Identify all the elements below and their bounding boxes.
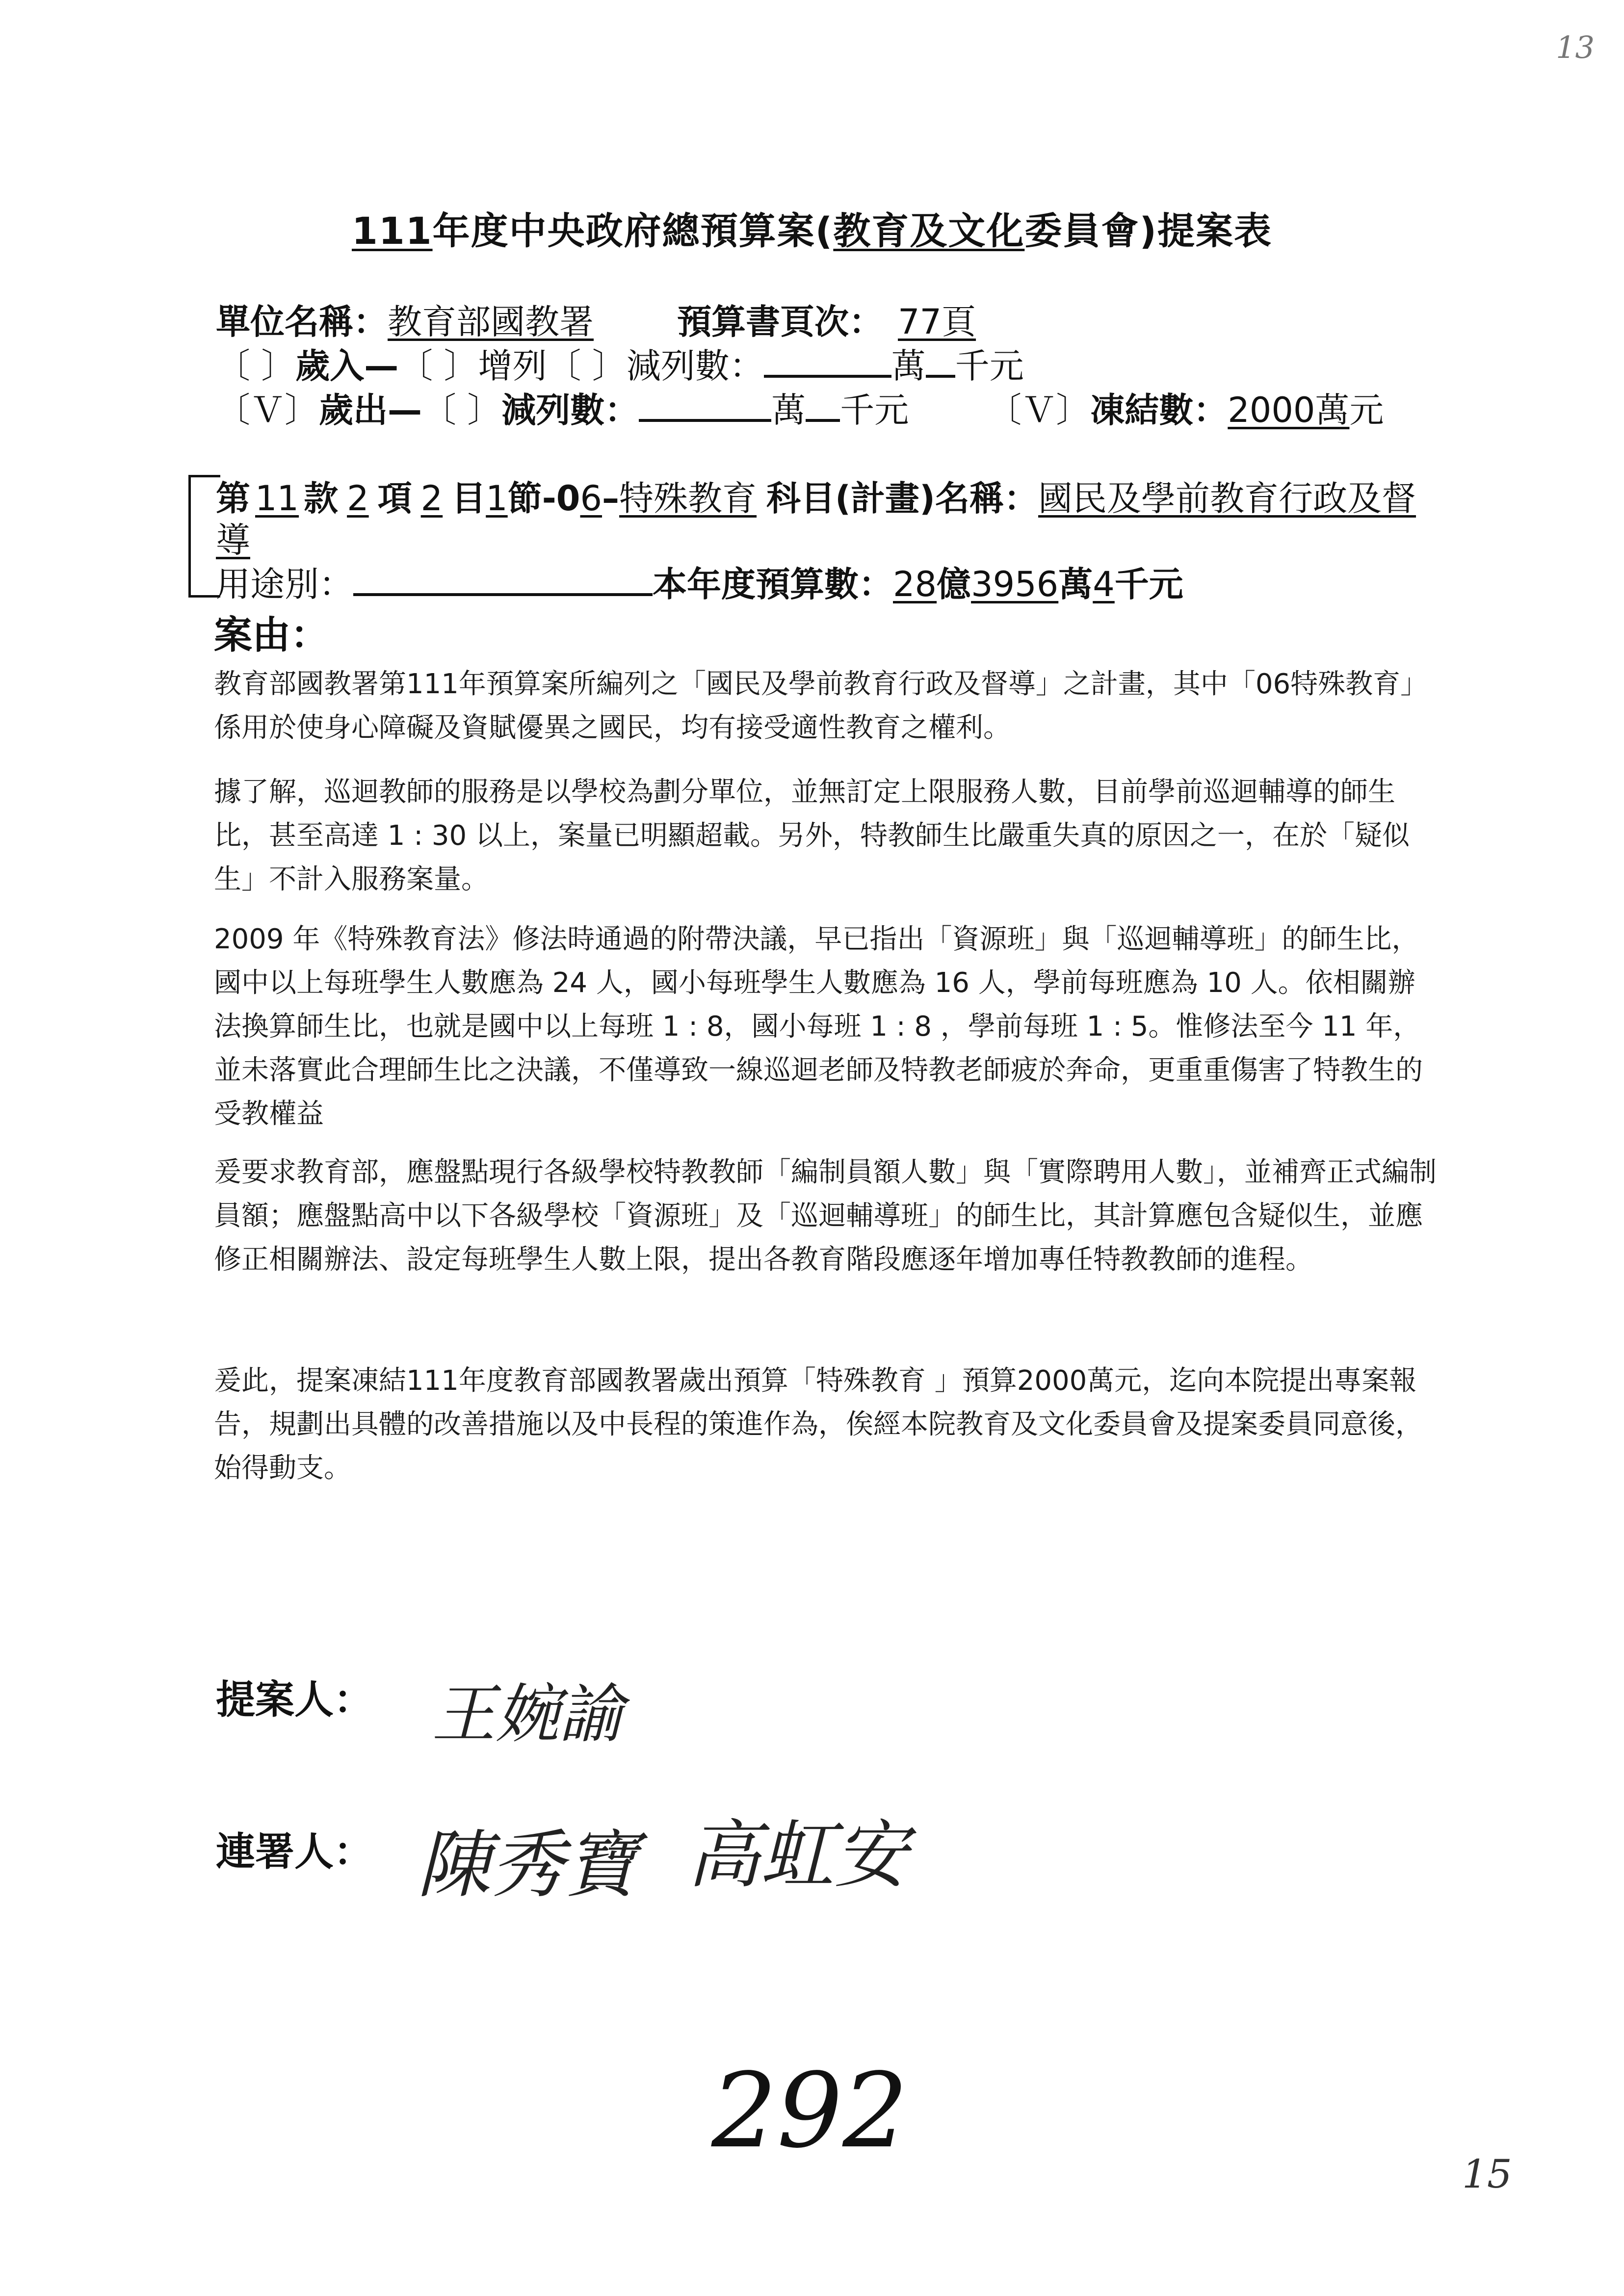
- usage-label: 用途別：: [216, 564, 353, 604]
- subject-dash: –: [602, 478, 620, 519]
- reason-paragraph-3: 2009 年《特殊教育法》修法時通過的附帶決議，早已指出「資源班」與「巡迴輔導班」的師生比，國中以上每班學生人數應為 24 人，國小每班學生人數應為 16 人，學前每班應為 10 人。依相關辦法換算師生比，也就是國中以上每班 1 : 8，國小每班 1 : 8 ，學前每班 1 : 5。惟修法至今 11 年，並未落實此合理師生比之決議，不僅導致一線巡迴老師及特教老師疲於奔命，更重重傷害了特教生的受教權益: [214, 923, 1423, 1130]
- budget-page-label: 預算書頁次：: [677, 302, 883, 342]
- title-part1: 年度中央政府總預算案(: [432, 209, 834, 253]
- proposer-label: 提案人：: [216, 1677, 373, 1722]
- budget-qian-unit: 千元: [1114, 564, 1183, 604]
- page-title: [0, 201, 1624, 255]
- subject-xiang: 2: [347, 478, 369, 519]
- expense-wan-blank: [639, 388, 771, 422]
- unit-row: [216, 294, 976, 344]
- income-row: [216, 339, 1024, 388]
- page-number: 13: [1556, 29, 1595, 65]
- freeze-value: 2000萬: [1228, 390, 1350, 430]
- usage-blank: [353, 562, 653, 596]
- freeze-label: 凍結數：: [1090, 390, 1228, 430]
- freeze-checkbox: 〔Ｖ〕: [987, 390, 1091, 430]
- subject-xiang-label: 項: [377, 478, 412, 519]
- income-unit-qian: 千元: [955, 346, 1024, 386]
- title-part2: 委員會)提案表: [1024, 209, 1273, 253]
- income-wan-blank: [764, 344, 891, 378]
- cosigner-signature-1: 陳秀寶: [417, 1823, 638, 1908]
- reason-paragraph-5: 爰此，提案凍結111年度教育部國教署歲出預算「特殊教育 」預算2000萬元，迄向本院提出專案報告，規劃出具體的改善措施以及中長程的策進作為，俟經本院教育及文化委員會及提案委員同意後，始得動支。: [214, 1365, 1423, 1484]
- reason-paragraph-2: 據了解，巡迴教師的服務是以學校為劃分單位，並無訂定上限服務人數，目前學前巡迴輔導的師生比，甚至高達 1 : 30 以上，案量已明顯超載。另外，特教師生比嚴重失真的原因之一，在於「疑似生」不計入服務案量。: [214, 776, 1410, 895]
- title-committee: 教育及文化: [833, 209, 1025, 253]
- expense-unit-qian: 千元: [840, 390, 909, 430]
- subject-mu: 2: [420, 478, 443, 519]
- budget-yi-unit: 億: [937, 564, 971, 604]
- budget-qian-value: 4: [1093, 564, 1115, 604]
- income-checkbox: 〔 〕: [216, 346, 296, 386]
- income-sub-label: 減列數：: [626, 346, 764, 386]
- unit-label: 單位名稱：: [216, 302, 388, 342]
- subject-name: 特殊教育: [619, 478, 757, 519]
- subject-kuan-prefix: 第: [216, 478, 250, 519]
- budget-wan-unit: 萬: [1058, 564, 1093, 604]
- income-label: 歲入—: [295, 346, 399, 386]
- budget-yi-value: 28: [893, 564, 937, 604]
- subject-row-continued: [216, 513, 250, 562]
- subject-plan-value-2: 導: [216, 520, 250, 560]
- reason-paragraph-4: 爰要求教育部，應盤點現行各級學校特教教師「編制員額人數」與「實際聘用人數」，並補齊正式編制員額；應盤點高中以下各級學校「資源班」及「巡迴輔導班」的師生比，其計算應包含疑似生，並應修正相關辦法、設定每班學生人數上限，提出各教育階段應逐年增加專任特教教師的進程。: [214, 1156, 1437, 1276]
- subject-row: [216, 471, 1416, 521]
- subject-kuan: 11: [255, 478, 299, 519]
- corner-number: 15: [1462, 2151, 1512, 2197]
- proposer-signature: 王婉諭: [432, 1677, 624, 1751]
- income-unit-wan: 萬: [891, 346, 926, 386]
- subject-kuan-label: 款: [304, 478, 339, 519]
- expense-qian-blank: [806, 388, 840, 422]
- expense-unit-wan: 萬: [771, 390, 806, 430]
- budget-wan-value: 3956: [971, 564, 1059, 604]
- income-qian-blank: [926, 344, 955, 378]
- expense-label: 歲出—: [319, 390, 422, 430]
- expense-sub-checkbox: 〔 〕: [422, 390, 502, 430]
- cosigner-label: 連署人：: [216, 1829, 373, 1875]
- income-add-checkbox: 〔 〕: [398, 346, 478, 386]
- usage-row: [216, 557, 1183, 606]
- subject-plan-value-1: 國民及學前教育行政及督: [1038, 478, 1416, 519]
- freeze-unit: 元: [1349, 390, 1384, 430]
- subject-jie-label: 節-0: [507, 478, 580, 519]
- subject-mu-label: 目: [451, 478, 486, 519]
- subject-code: 6: [580, 478, 602, 519]
- budget-label: 本年度預算數：: [653, 564, 893, 604]
- reason-heading: 案由：: [214, 613, 329, 657]
- subject-jie: 1: [486, 478, 508, 519]
- budget-page-value: 77頁: [898, 302, 976, 342]
- expense-sub-label: 減列數：: [501, 390, 639, 430]
- expense-checkbox: 〔Ｖ〕: [216, 390, 319, 430]
- subject-plan-label: 科目(計畫)名稱：: [766, 478, 1039, 519]
- reason-paragraph-1: 教育部國教署第111年預算案所編列之「國民及學前教育行政及督導」之計畫，其中「06特殊教育」係用於使身心障礙及資賦優異之國民，均有接受適性教育之權利。: [214, 668, 1428, 744]
- expense-row: [216, 383, 1384, 432]
- income-add-label: 增列: [478, 346, 547, 386]
- income-sub-checkbox: 〔 〕: [547, 346, 627, 386]
- cosigner-signature-2: 高虹安: [687, 1813, 908, 1898]
- unit-value: 教育部國教署: [388, 302, 594, 342]
- bottom-number: 292: [711, 2051, 908, 2171]
- title-year: 111: [351, 209, 433, 253]
